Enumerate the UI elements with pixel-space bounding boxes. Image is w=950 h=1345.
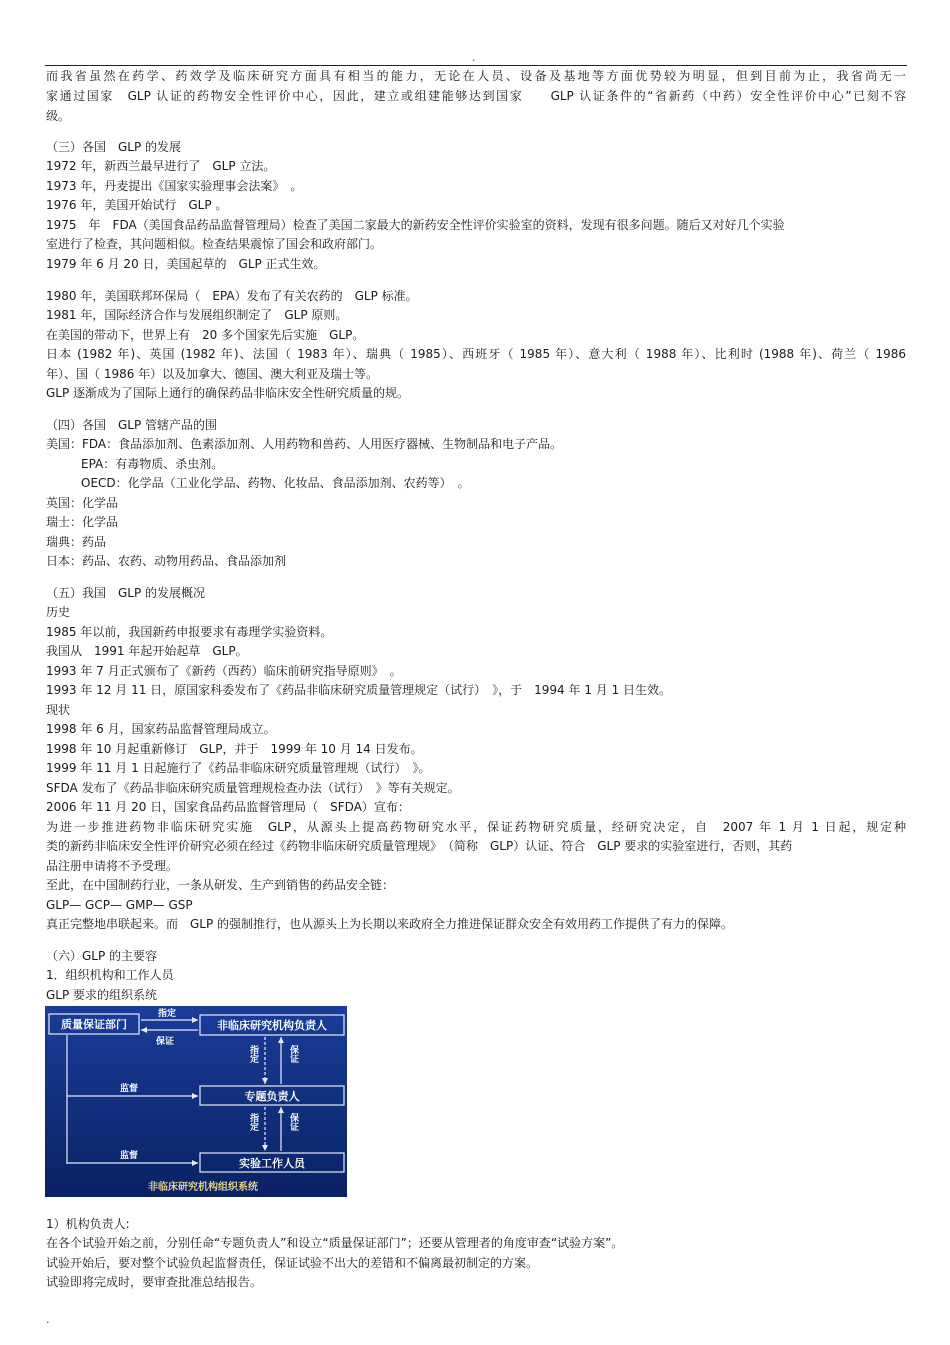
qa-label: 质量保证部门 <box>61 1018 127 1031</box>
s4-line: 日本：药品、农药、动物用药品、食品添加剂 <box>46 554 287 568</box>
section-heading-5: （五）我国 GLP 的发展概况 <box>46 586 206 600</box>
s4-line: OECD：化学品（工业化学品、药物、化妆品、食品添加剂、农药等） 。 <box>81 476 470 490</box>
intro-line-2: 家通过国家 GLP 认证的药物安全性评价中心，因此，建立或组建能够达到国家 GLP 认证条件的“省新药（中药）安全性评价中心”已刻不容 <box>46 89 906 103</box>
s4-line: 瑞典：药品 <box>46 535 107 549</box>
s5-line: 1999 年 11 月 1 日起施行了《药品非临床研究质量管理规（试行） 》。 <box>46 761 431 775</box>
supervise-label-1: 监督 <box>119 1084 139 1094</box>
staff-label: 实验工作人员 <box>239 1157 305 1170</box>
s7-line: 试验即将完成时，要审查批准总结报告。 <box>46 1275 263 1289</box>
s5-line: 1993 年 7 月正式颁布了《新药（西药）临床前研究指导原则》 。 <box>46 664 402 678</box>
s6-subheading: 1．组织机构和工作人员 <box>46 968 174 982</box>
page-top-marker: . <box>472 51 476 64</box>
org-system-svg <box>45 1006 347 1197</box>
ensure-vertical-2: 保证 <box>288 1113 298 1131</box>
s3-line: 1981 年，国际经济合作与发展组织制定了 GLP 原则。 <box>46 308 348 322</box>
ensure-label: 保证 <box>155 1037 175 1047</box>
s5-line: SFDA 发布了《药品非临床研究质量管理规检查办法（试行） 》等有关规定。 <box>46 781 460 795</box>
section-heading-6: （六）GLP 的主要容 <box>46 949 158 963</box>
s3-line: 1972 年，新西兰最早进行了 GLP 立法。 <box>46 159 276 173</box>
s4-line: 瑞士：化学品 <box>46 515 119 529</box>
intro-line-3: 级。 <box>46 109 71 123</box>
pi-label: 专题负责人 <box>244 1090 300 1103</box>
s5-line: 1998 年 10 月起重新修订 GLP，并于 1999 年 10 月 14 日发布。 <box>46 742 423 756</box>
ensure-vertical-1: 保证 <box>288 1045 298 1063</box>
s5-line: 品注册申请将不予受理。 <box>46 859 179 873</box>
s7-line: 1）机构负责人: <box>46 1217 130 1231</box>
assign-vertical-2: 指定 <box>248 1113 258 1131</box>
s5-line: 1985 年以前，我国新药申报要求有毒理学实验资料。 <box>46 625 333 639</box>
intro-line-1: 而我省虽然在药学、药效学及临床研究方面具有相当的能力，无论在人员、设备及基地等方面优势较为明显，但到目前为止，我省尚无一 <box>46 69 906 83</box>
s5-line: 至此，在中国制药行业，一条从研发、生产到销售的药品安全链： <box>46 878 395 892</box>
s5-line: GLP— GCP— GMP— GSP <box>46 898 193 912</box>
s3-line: 年）、国（ 1986 年）以及加拿大、德国、澳大利亚及瑞士等。 <box>46 367 379 381</box>
s5-line: 1998 年 6 月，国家药品监督管理局成立。 <box>46 722 276 736</box>
s3-line: GLP 逐渐成为了国际上通行的确保药品非临床安全性研究质量的规。 <box>46 386 410 400</box>
s3-line: 1980 年，美国联邦环保局（ EPA）发布了有关农药的 GLP 标准。 <box>46 289 418 303</box>
s4-line: 美国：FDA：食品添加剂、色素添加剂、人用药物和兽药、人用医疗器械、生物制品和电子产品。 <box>46 437 563 451</box>
s6-subheading: GLP 要求的组织系统 <box>46 988 158 1002</box>
section-heading-4: （四）各国 GLP 管辖产品的围 <box>46 418 218 432</box>
s4-line: 英国：化学品 <box>46 496 119 510</box>
s5-line: 1993 年 12 月 11 日，原国家科委发布了《药品非临床研究质量管理规定（试行） 》，于 1994 年 1 月 1 日生效。 <box>46 683 672 697</box>
s5-line: 真正完整地串联起来。而 GLP 的强制推行，也从源头上为长期以来政府全力推进保证群众安全有效用药工作提供了有力的保障。 <box>46 917 734 931</box>
s5-line: 类的新药非临床安全性评价研究必须在经过《药物非临床研究质量管理规》 （简称 GLP）认证、符合 GLP 要求的实验室进行，否则，其药 <box>46 839 793 853</box>
header-rule <box>45 65 907 66</box>
section-heading-3: （三）各国 GLP 的发展 <box>46 140 182 154</box>
s5-line: 现状 <box>46 703 71 717</box>
s3-line: 1975 年 FDA（美国食品药品监督管理局）检查了美国二家最大的新药安全性评价实验室的资料，发现有很多问题。随后又对好几个实验 <box>46 218 785 232</box>
supervise-label-2: 监督 <box>119 1151 139 1161</box>
s7-line: 在各个试验开始之前，分别任命“专题负责人”和设立“质量保证部门”；还要从管理者的角度审查“试验方案”。 <box>46 1236 624 1250</box>
org-system-diagram <box>45 1006 347 1197</box>
s5-line: 为进一步推进药物非临床研究实施 GLP，从源头上提高药物研究水平，保证药物研究质量，经研究决定，自 2007 年 1 月 1 日起，规定种 <box>46 820 906 834</box>
diagram-caption: 非临床研究机构组织系统 <box>148 1182 258 1193</box>
s7-line: 试验开始后，要对整个试验负起监督责任，保证试验不出大的差错和不偏离最初制定的方案。 <box>46 1256 539 1270</box>
s5-line: 我国从 1991 年起开始起草 GLP。 <box>46 644 248 658</box>
s3-line: 日本 (1982 年)、英国 (1982 年)、法国（ 1983 年）、瑞典（ 1985）、西班牙（ 1985 年）、意大利（ 1988 年）、比利时 (1988 年)、荷兰（ 1986 <box>46 347 906 361</box>
s3-line: 1979 年 6 月 20 日，美国起草的 GLP 正式生效。 <box>46 257 326 271</box>
page-bottom-marker: . <box>46 1313 50 1326</box>
s5-line: 历史 <box>46 605 71 619</box>
head-label: 非临床研究机构负责人 <box>217 1019 327 1032</box>
s3-line: 在美国的带动下，世界上有 20 多个国家先后实施 GLP。 <box>46 328 365 342</box>
s5-line: 2006 年 11 月 20 日，国家食品药品监督管理局（ SFDA）宣布： <box>46 800 410 814</box>
s3-line: 1973 年，丹麦提出《国家实验理事会法案》 。 <box>46 179 303 193</box>
s3-line: 1976 年，美国开始试行 GLP 。 <box>46 198 228 212</box>
assign-vertical-1: 指定 <box>248 1045 258 1063</box>
assign-label: 指定 <box>157 1009 177 1019</box>
s4-line: EPA：有毒物质、杀虫剂。 <box>81 457 224 471</box>
s3-line: 室进行了检查，其问题相似。检查结果震惊了国会和政府部门。 <box>46 237 383 251</box>
